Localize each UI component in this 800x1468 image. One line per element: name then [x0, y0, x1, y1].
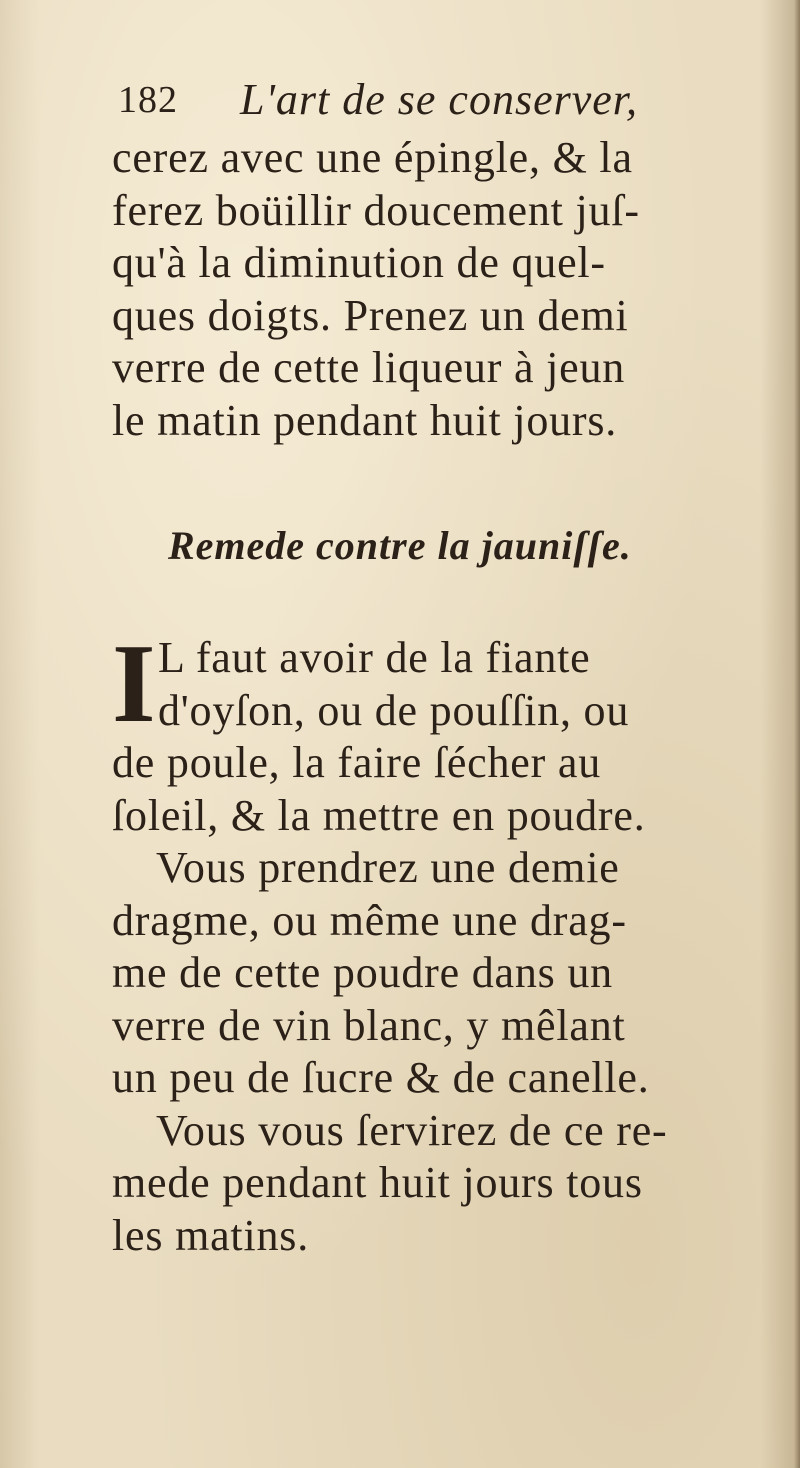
- drop-cap: I: [112, 622, 156, 746]
- text-line: cerez avec une épingle, & la: [112, 133, 633, 182]
- continued-paragraph: [112, 132, 732, 447]
- text-line: de poule, la faire ſécher au: [112, 738, 602, 787]
- text-line: ques doigts. Prenez un demi: [112, 290, 629, 340]
- text-line: les matins.: [112, 1210, 310, 1260]
- text-line: verre de cette liqueur à jeun: [112, 343, 626, 392]
- text-line: ſoleil, & la mettre en poudre.: [112, 790, 646, 840]
- text-line: dragme, ou même une drag-: [112, 895, 627, 945]
- text-line: d'oyſon, ou de pouſſin, ou: [158, 685, 630, 735]
- text-line: mede pendant huit jours tous: [112, 1158, 643, 1207]
- remedy-paragraph: [112, 622, 732, 1262]
- running-head: L'art de se conserver,: [240, 75, 639, 124]
- text-line: Vous prendrez une demie: [156, 843, 620, 892]
- text-line: ferez boüillir doucement juſ-: [112, 185, 640, 235]
- text-line: le matin pendant huit jours.: [112, 395, 618, 445]
- section-title: Remede contre la jauniſſe.: [168, 523, 632, 568]
- text-line: L faut avoir de la fiante: [158, 633, 591, 682]
- page-edge-shadow: [794, 0, 800, 1468]
- page-number: 182: [118, 79, 178, 121]
- text-line: verre de vin blanc, y mêlant: [112, 1000, 626, 1050]
- page-header: [118, 70, 758, 130]
- text-line: me de cette poudre dans un: [112, 948, 613, 997]
- text-line: un peu de ſucre & de canelle.: [112, 1053, 650, 1102]
- text-line: Vous vous ſervirez de ce re-: [156, 1105, 668, 1155]
- text-line: qu'à la diminution de quel-: [112, 238, 606, 287]
